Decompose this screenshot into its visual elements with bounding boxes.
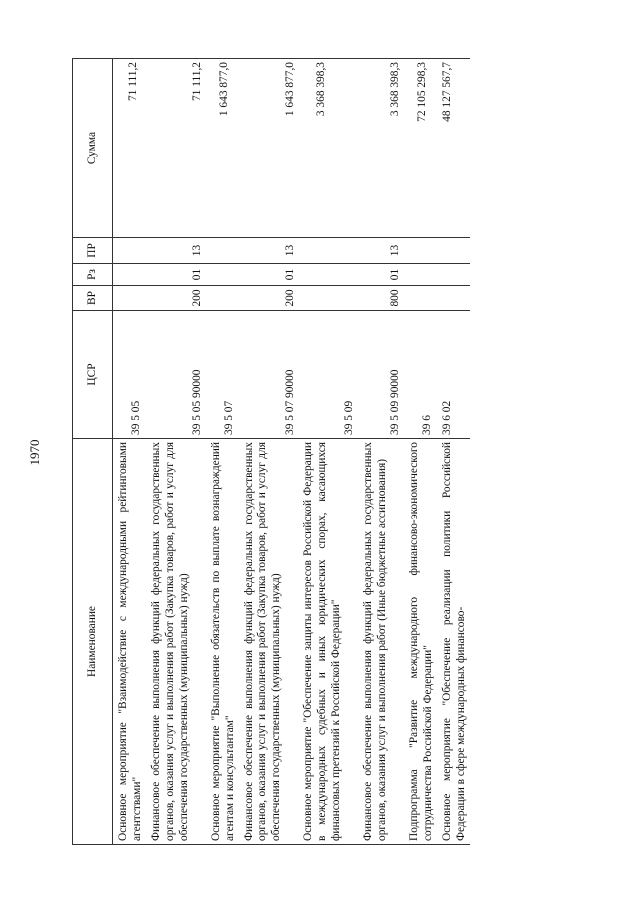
row-pr (404, 238, 437, 264)
header-csr: ЦСР (73, 311, 113, 439)
table-row (146, 59, 206, 845)
row-rz (113, 264, 146, 286)
row-vr (358, 286, 404, 311)
page-number: 1970 (27, 439, 42, 466)
row-vr (437, 286, 470, 311)
table-row (206, 59, 239, 845)
header-row (73, 59, 113, 845)
header-pr: ПР (73, 238, 113, 264)
row-vr (206, 286, 239, 311)
row-rz (146, 264, 206, 286)
row-pr-value: 13 (190, 244, 203, 257)
row-csr-value: 39 5 07 (222, 400, 235, 435)
row-vr (146, 286, 206, 311)
row-vr (298, 286, 358, 311)
row-vr (113, 286, 146, 311)
row-csr-value: 39 5 07 90000 (283, 369, 296, 435)
header-rz: Рз (73, 264, 113, 286)
table-row (113, 59, 146, 845)
row-name: Основное мероприятие "Выполнение обязательств по выплате вознаграждений агентам и консультантам" (206, 439, 239, 845)
row-csr-value: 39 5 05 (130, 400, 142, 435)
row-vr-value: 200 (190, 289, 203, 307)
row-amount-value: 1 643 877,0 (283, 62, 296, 117)
row-amount (239, 59, 299, 238)
row-csr (113, 311, 146, 439)
budget-table (72, 58, 470, 845)
row-pr (358, 238, 404, 264)
row-rz-value: 01 (283, 268, 296, 281)
row-csr-value: 39 6 (421, 415, 434, 435)
row-rz-value: 01 (190, 268, 203, 281)
table-body (113, 59, 470, 845)
table-row (404, 59, 437, 845)
row-pr (437, 238, 470, 264)
row-vr-value: 200 (283, 289, 296, 307)
row-name: Основное мероприятие "Взаимодействие с международными рейтинговыми агентствами" (113, 439, 146, 845)
row-name: Подпрограмма "Развитие международного финансово-экономического сотрудничества Российской Федерации" (404, 439, 437, 845)
row-amount (146, 59, 206, 238)
row-rz (239, 264, 299, 286)
row-csr-value: 39 5 09 90000 (389, 369, 402, 435)
row-amount-value: 71 111,2 (127, 62, 139, 102)
row-vr (239, 286, 299, 311)
row-name: Основное мероприятие "Обеспечение защиты интересов Российской Федерации в международных судебных и иных юридических спорах, касающихся финансовых претензий к Российской Федерации" (298, 439, 358, 845)
row-amount-value: 48 127 567,7 (441, 62, 454, 122)
row-name: Основное мероприятие "Обеспечение реализации политики Российской Федерации в сфере международных финансово- (437, 439, 470, 845)
row-csr (298, 311, 358, 439)
row-vr (404, 286, 437, 311)
table-header (73, 59, 113, 845)
row-pr (113, 238, 146, 264)
row-amount-value: 1 643 877,0 (217, 62, 230, 117)
row-amount (113, 59, 146, 238)
row-rz (437, 264, 470, 286)
row-pr (239, 238, 299, 264)
row-amount-value: 3 368 398,3 (315, 62, 328, 117)
row-amount (358, 59, 404, 238)
row-rz (298, 264, 358, 286)
row-name: Финансовое обеспечение выполнения функций федеральных государственных органов, оказания услуг и выполнения работ (Закупка товаров, работ и услуг для обеспечения государственных (муниципальных) нужд) (239, 439, 299, 845)
row-pr-value: 13 (283, 244, 296, 257)
row-csr (146, 311, 206, 439)
row-pr (146, 238, 206, 264)
row-pr (206, 238, 239, 264)
header-vr: ВР (73, 286, 113, 311)
row-rz (206, 264, 239, 286)
row-vr-value: 800 (389, 289, 402, 307)
row-name: Финансовое обеспечение выполнения функций федеральных государственных органов, оказания услуг и выполнения работ (Закупка товаров, работ и услуг для обеспечения государственных (муниципальных) нужд) (146, 439, 206, 845)
row-name: Финансовое обеспечение выполнения функций федеральных государственных органов, оказания услуг и выполнения работ (Иные бюджетные ассигнования) (358, 439, 404, 845)
row-csr (239, 311, 299, 439)
table-row (239, 59, 299, 845)
row-pr-value: 13 (389, 244, 402, 257)
row-amount-value: 3 368 398,3 (389, 62, 402, 117)
row-amount-value: 71 111,2 (190, 62, 203, 102)
row-amount (404, 59, 437, 238)
row-csr-value: 39 5 05 90000 (190, 369, 203, 435)
table-row (358, 59, 404, 845)
header-amount: Сумма (73, 59, 113, 238)
table-row (437, 59, 470, 845)
row-csr: 39 6 02 (437, 311, 470, 439)
row-rz (404, 264, 437, 286)
row-rz-value: 01 (389, 268, 402, 281)
row-rz (358, 264, 404, 286)
row-csr (206, 311, 239, 439)
row-pr (298, 238, 358, 264)
row-amount-value: 72 105 298,3 (416, 62, 429, 122)
table-row (298, 59, 358, 845)
row-amount (206, 59, 239, 238)
row-csr-value: 39 5 09 (343, 400, 356, 435)
row-amount (298, 59, 358, 238)
row-amount (437, 59, 470, 238)
row-csr (358, 311, 404, 439)
header-name: Наименование (73, 439, 113, 845)
row-csr (404, 311, 437, 439)
